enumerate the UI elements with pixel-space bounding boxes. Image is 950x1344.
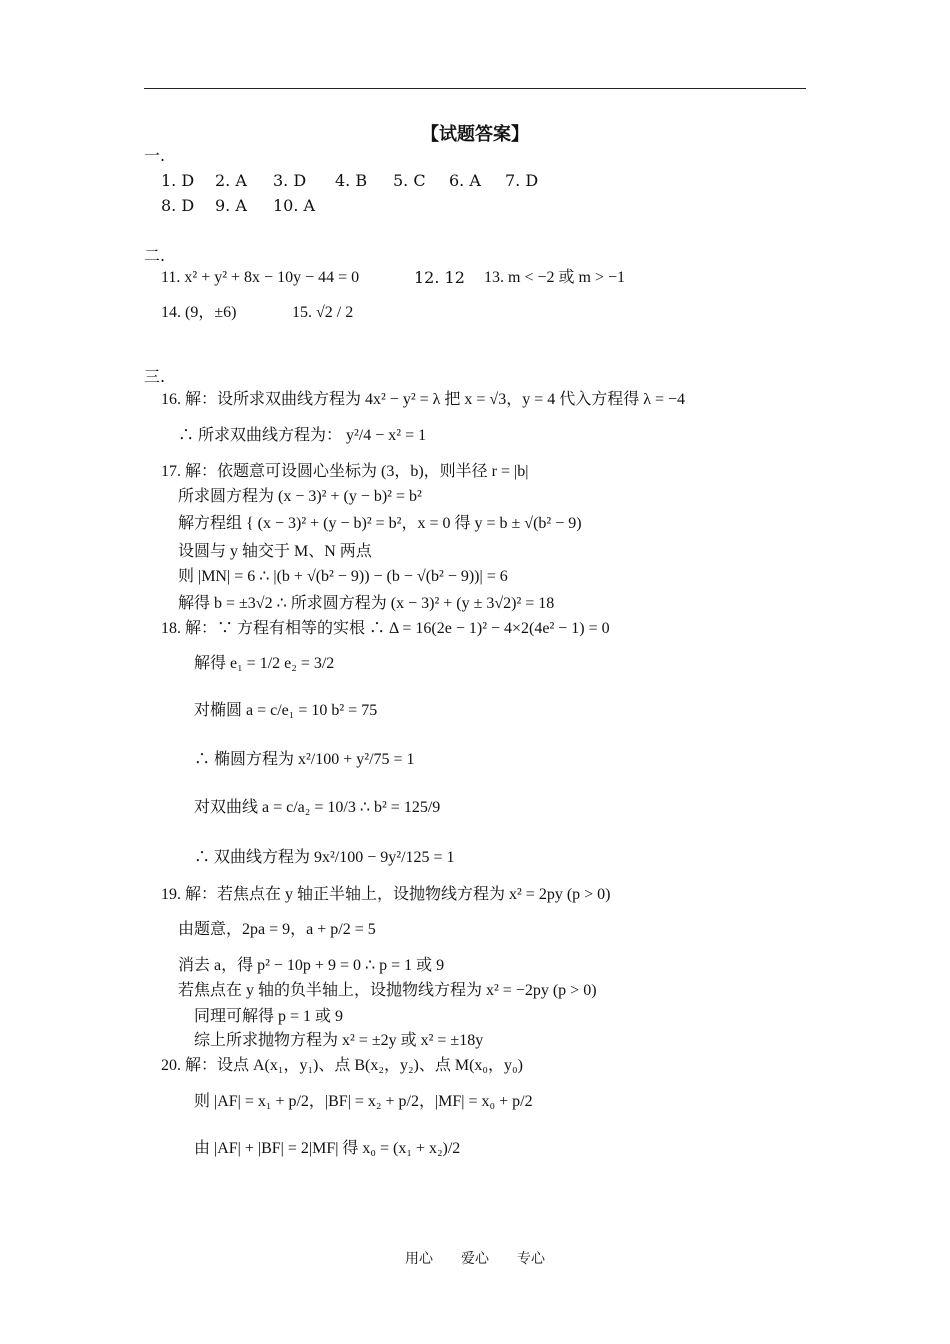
solution-17-line: 解方程组 { (x − 3)² + (y − b)² = b²，x = 0 得 y = b ± √(b² − 9): [178, 515, 582, 532]
answer-item: 8. D: [161, 196, 195, 215]
solution-17-line: 设圆与 y 轴交于 M、N 两点: [178, 543, 372, 560]
solution-20-line: 由 |AF| + |BF| = 2|MF| 得 x₀ = (x₁ + x₂)/2: [194, 1140, 461, 1157]
solution-19-line: 消去 a，得 p² − 10p + 9 = 0 ∴ p = 1 或 9: [178, 957, 445, 974]
solution-17-line: 所求圆方程为 (x − 3)² + (y − b)² = b²: [178, 488, 422, 505]
footer-text: 用心: [405, 1251, 433, 1267]
section-three-label: 三.: [144, 367, 166, 386]
section-one-label: 一.: [144, 146, 166, 165]
solution-18-result: ∴ 双曲线方程为 9x²/100 − 9y²/125 = 1: [194, 849, 455, 866]
page-title: 【试题答案】: [421, 124, 529, 145]
answer-item: 3. D: [273, 171, 307, 190]
solution-18-line: 对椭圆 a = c/e₁ = 10 b² = 75: [194, 702, 378, 719]
answer-item: 10. A: [273, 196, 316, 215]
solution-20-line: 则 |AF| = x₁ + p/2，|BF| = x₂ + p/2，|MF| = x₀ + p/2: [194, 1093, 533, 1110]
solution-19-line: 由题意，2pa = 9，a + p/2 = 5: [178, 921, 376, 938]
solution-18-line: ∴ 椭圆方程为 x²/100 + y²/75 = 1: [194, 751, 415, 768]
solution-16-result: ∴ 所求双曲线方程为： y²/4 − x² = 1: [178, 427, 427, 444]
solution-18-line: 18. 解：∵ 方程有相等的实根 ∴ Δ = 16(2e − 1)² − 4×2(4e² − 1) = 0: [161, 620, 610, 637]
answer-item: 5. C: [393, 171, 426, 190]
footer-text: 爱心: [461, 1251, 489, 1267]
answer-15: 15. √2 / 2: [292, 304, 354, 321]
solution-19-line: 同理可解得 p = 1 或 9: [194, 1008, 344, 1025]
solution-17-line: 17. 解：依题意可设圆心坐标为 (3，b)，则半径 r = |b|: [161, 463, 529, 480]
footer-text: 专心: [517, 1251, 545, 1267]
answer-12: 12. 12: [414, 268, 465, 287]
solution-20-line: 20. 解：设点 A(x₁，y₁)、点 B(x₂，y₂)、点 M(x₀，y₀): [161, 1057, 523, 1074]
header-rule: [144, 88, 806, 89]
solution-16-line: 16. 解：设所求双曲线方程为 4x² − y² = λ 把 x = √3，y = 4 代入方程得 λ = −4: [161, 391, 686, 408]
answers-row-1: [161, 171, 538, 191]
solution-19-line: 19. 解：若焦点在 y 轴正半轴上，设抛物线方程为 x² = 2py (p > 0): [161, 886, 611, 903]
section-two-label: 二.: [144, 246, 166, 265]
answer-item: 6. A: [449, 171, 481, 190]
answer-item: 1. D: [161, 171, 195, 190]
solution-17-line: 则 |MN| = 6 ∴ |(b + √(b² − 9)) − (b − √(b² − 9))| = 6: [178, 568, 508, 585]
answer-11: 11. x² + y² + 8x − 10y − 44 = 0: [161, 269, 360, 286]
solution-19-result: 综上所求抛物方程为 x² = ±2y 或 x² = ±18y: [194, 1032, 484, 1049]
solution-18-line: 解得 e₁ = 1/2 e₂ = 3/2: [194, 655, 335, 672]
solution-18-line: 对双曲线 a = c/a₂ = 10/3 ∴ b² = 125/9: [194, 799, 441, 816]
answer-item: 9. A: [215, 196, 247, 215]
answer-item: 7. D: [505, 171, 539, 190]
answer-item: 2. A: [215, 171, 247, 190]
solution-17-result: 解得 b = ±3√2 ∴ 所求圆方程为 (x − 3)² + (y ± 3√2)² = 18: [178, 595, 555, 612]
answer-13: 13. m < −2 或 m > −1: [484, 269, 625, 286]
solution-19-line: 若焦点在 y 轴的负半轴上，设抛物线方程为 x² = −2py (p > 0): [178, 982, 597, 999]
answer-14: 14. (9，±6): [161, 304, 237, 321]
page-footer: [0, 1248, 950, 1268]
answer-item: 4. B: [335, 171, 368, 190]
answers-row-2: [161, 196, 315, 216]
